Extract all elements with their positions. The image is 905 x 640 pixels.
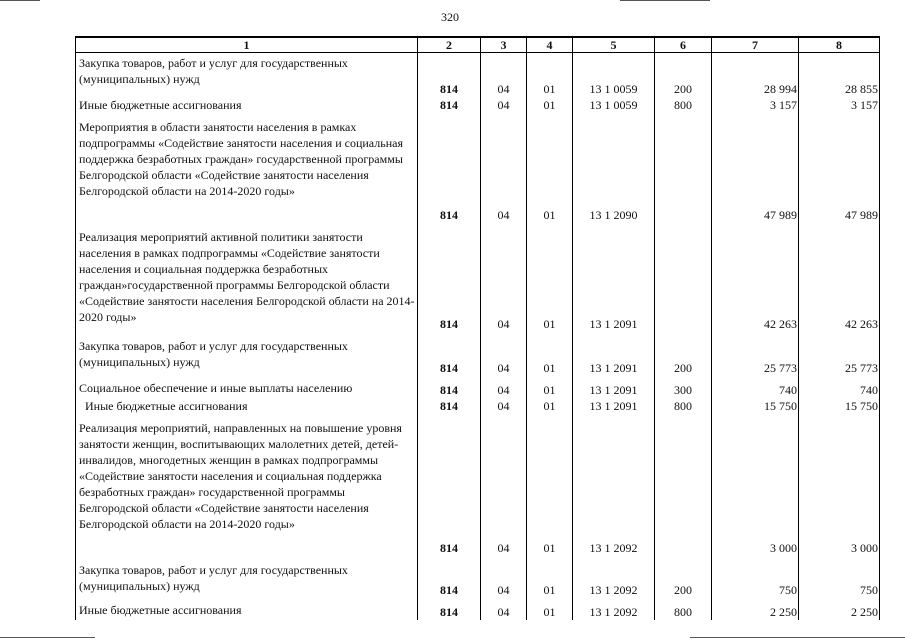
cell-amount-7: 3 000 [712,414,799,556]
scan-edge-bottom-right [690,637,905,638]
table-row [76,376,880,398]
cell-amount-8: 3 000 [799,414,880,556]
table-row [76,598,880,620]
cell-amount-7: 47 989 [712,113,799,223]
cell-expense-type: 300 [655,376,712,398]
cell-target: 13 1 2091 [573,398,655,414]
cell-expense-type: 200 [655,332,712,376]
cell-amount-8: 28 855 [799,53,880,97]
cell-subsection: 01 [527,414,573,556]
cell-subsection: 01 [527,97,573,113]
cell-section: 04 [481,598,527,620]
cell-target: 13 1 2092 [573,556,655,598]
row-name: Иные бюджетные ассигнования [76,598,418,620]
cell-amount-7: 42 263 [712,223,799,332]
cell-section: 04 [481,376,527,398]
cell-subsection: 01 [527,332,573,376]
cell-target: 13 1 2092 [573,598,655,620]
cell-section: 04 [481,398,527,414]
table-row [76,223,880,332]
cell-subsection: 01 [527,223,573,332]
cell-ministry: 814 [418,598,481,620]
table-row [76,53,880,97]
row-name: Закупка товаров, работ и услуг для государственных (муниципальных) нужд [76,332,418,376]
row-name: Закупка товаров, работ и услуг для государственных (муниципальных) нужд [76,556,418,598]
cell-ministry: 814 [418,223,481,332]
cell-amount-8: 3 157 [799,97,880,113]
cell-amount-7: 750 [712,556,799,598]
row-name: Реализация мероприятий активной политики занятости населения в рамках подпрограммы «Содействие занятости населения и социальная поддержка безработных граждан»государственной программы Белгородской области «Содействие занятости населения Белгородской области на 2014-2020 годы» [76,223,418,332]
header-row [76,37,880,53]
budget-table [75,36,880,620]
cell-subsection: 01 [527,556,573,598]
cell-section: 04 [481,556,527,598]
cell-expense-type [655,113,712,223]
cell-amount-8: 25 773 [799,332,880,376]
col-header-3: 3 [481,37,527,53]
cell-section: 04 [481,97,527,113]
cell-target: 13 1 2091 [573,223,655,332]
row-name: Социальное обеспечение и иные выплаты населению [76,376,418,398]
cell-target: 13 1 0059 [573,53,655,97]
row-name: Мероприятия в области занятости населения в рамках подпрограммы «Содействие занятости населения и социальная поддержка безработных граждан» государственной программы Белгородской области «Содействие занятости населения Белгородской области на 2014-2020 годы» [76,113,418,223]
cell-ministry: 814 [418,113,481,223]
cell-ministry: 814 [418,398,481,414]
page-number: 320 [441,10,459,24]
col-header-5: 5 [573,37,655,53]
cell-ministry: 814 [418,97,481,113]
col-header-2: 2 [418,37,481,53]
cell-amount-7: 2 250 [712,598,799,620]
cell-expense-type [655,414,712,556]
cell-amount-7: 740 [712,376,799,398]
table-row [76,414,880,556]
cell-section: 04 [481,223,527,332]
cell-amount-7: 25 773 [712,332,799,376]
row-name: Закупка товаров, работ и услуг для государственных (муниципальных) нужд [76,53,418,97]
col-header-4: 4 [527,37,573,53]
row-name: Реализация мероприятий, направленных на повышение уровня занятости женщин, воспитывающих малолетних детей, детей-инвалидов, многодетных женщин в рамках подпрограммы «Содействие занятости населения и социальная поддержка безработных граждан» государственной программы Белгородской области «Содействие занятости населения Белгородской области на 2014-2020 годы» [76,414,418,556]
cell-target: 13 1 2091 [573,332,655,376]
cell-expense-type: 200 [655,556,712,598]
cell-amount-8: 750 [799,556,880,598]
cell-expense-type: 200 [655,53,712,97]
cell-section: 04 [481,53,527,97]
cell-ministry: 814 [418,53,481,97]
cell-amount-8: 42 263 [799,223,880,332]
col-header-8: 8 [799,37,880,53]
cell-ministry: 814 [418,376,481,398]
row-name: Иные бюджетные ассигнования [76,97,418,113]
cell-target: 13 1 2092 [573,414,655,556]
cell-subsection: 01 [527,376,573,398]
cell-amount-7: 28 994 [712,53,799,97]
scan-edge-top-right [620,0,710,1]
scan-edge-bottom-left [0,637,95,638]
scan-edge-top-left [0,0,40,1]
row-name: Иные бюджетные ассигнования [76,398,418,414]
cell-expense-type [655,223,712,332]
cell-ministry: 814 [418,556,481,598]
cell-expense-type: 800 [655,398,712,414]
cell-subsection: 01 [527,598,573,620]
cell-section: 04 [481,332,527,376]
cell-amount-7: 3 157 [712,97,799,113]
cell-amount-8: 740 [799,376,880,398]
table-row [76,332,880,376]
table-row [76,556,880,598]
cell-target: 13 1 2091 [573,376,655,398]
cell-subsection: 01 [527,113,573,223]
cell-amount-8: 15 750 [799,398,880,414]
cell-amount-8: 2 250 [799,598,880,620]
cell-target: 13 1 2090 [573,113,655,223]
cell-section: 04 [481,414,527,556]
cell-section: 04 [481,113,527,223]
cell-subsection: 01 [527,53,573,97]
cell-ministry: 814 [418,414,481,556]
cell-ministry: 814 [418,332,481,376]
cell-amount-8: 47 989 [799,113,880,223]
col-header-6: 6 [655,37,712,53]
col-header-1: 1 [76,37,418,53]
cell-target: 13 1 0059 [573,97,655,113]
cell-subsection: 01 [527,398,573,414]
table-row [76,97,880,113]
cell-expense-type: 800 [655,598,712,620]
table-row [76,398,880,414]
col-header-7: 7 [712,37,799,53]
cell-amount-7: 15 750 [712,398,799,414]
table-row [76,113,880,223]
cell-expense-type: 800 [655,97,712,113]
